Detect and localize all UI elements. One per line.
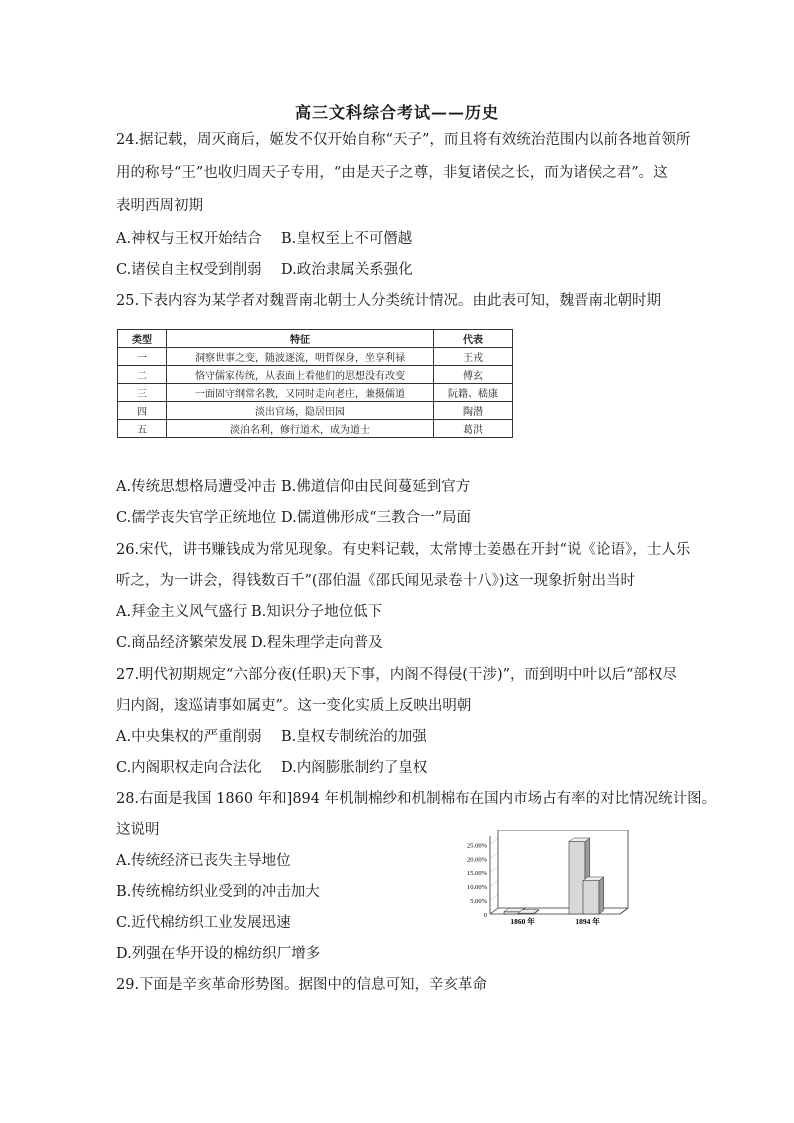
q29-stem: 29.下面是辛亥革命形势图。据图中的信息可知，辛亥革命 (116, 977, 488, 993)
q27-option-c[interactable]: C.内阁职权走向合法化 (116, 760, 262, 776)
q28-stem-line-1: 28.右面是我国 1860 年和]894 年机制棉纱和机制棉布在国内市场占有率的对比情况统计图。 (116, 791, 717, 807)
bar-side (599, 877, 604, 914)
gridline-depth (490, 908, 498, 914)
table-cell: 淡泊名利，修行道术，成为道士 (167, 420, 434, 438)
q28-option-c[interactable]: C.近代棉纺织工业发展迅速 (116, 915, 291, 931)
table-row (118, 348, 513, 366)
q25-option-a[interactable]: A.传统思想格局遭受冲击 (116, 479, 277, 495)
x-tick-label: 1860 年 (510, 917, 535, 926)
table-cell: 阮籍、嵇康 (434, 384, 513, 402)
q25-stem: 25.下表内容为某学者对魏晋南北朝士人分类统计情况。由此表可知，魏晋南北朝时期 (116, 293, 662, 309)
scholar-classification-table (117, 329, 513, 438)
gridline-depth (490, 866, 498, 872)
q25-option-d[interactable]: D.儒道佛形成“三教合一”局面 (281, 510, 472, 526)
q27-stem-line-2: 归内阁，逡巡请事如属吏”。这一变化实质上反映出明朝 (116, 698, 472, 714)
q28-stem-line-2: 这说明 (116, 822, 160, 838)
y-tick-label: 25.00% (466, 842, 487, 850)
table-cell: 二 (118, 366, 167, 384)
gridline-depth (490, 852, 498, 858)
q27-option-b[interactable]: B.皇权专制统治的加强 (281, 729, 427, 745)
q24-stem-line-1: 24.据记载，周灭商后，姬发不仅开始自称“天子”，而且将有效统治范围内以前各地首领所 (116, 132, 691, 148)
table-row (118, 366, 513, 384)
q24-option-d[interactable]: D.政治隶属关系强化 (281, 262, 413, 278)
table-cell: 三 (118, 384, 167, 402)
y-tick-label: 10.00% (466, 884, 487, 892)
q28-option-b[interactable]: B.传统棉纺织业受到的冲击加大 (116, 884, 320, 900)
table-cell: 王戎 (434, 348, 513, 366)
bar (569, 842, 585, 914)
q24-stem-line-2: 用的称号“王”也收归周天子专用，“由是天子之尊，非复诸侯之长，而为诸侯之君”。这 (116, 165, 668, 181)
q26-stem-line-2: 听之，为一讲会，得钱数百千”(邵伯温《邵氏闻见录卷十八》)这一现象折射出当时 (116, 573, 635, 589)
table-cell: 陶潜 (434, 402, 513, 420)
table-cell: 葛洪 (434, 420, 513, 438)
q24-stem-line-3: 表明西周初期 (116, 198, 203, 214)
table-cell: 四 (118, 402, 167, 420)
q28-option-d[interactable]: D.列强在华开设的棉纺织厂增多 (116, 946, 321, 962)
table-header-cell: 类型 (118, 330, 167, 348)
q26-option-a[interactable]: A.拜金主义风气盛行 (116, 604, 248, 620)
q25-option-b[interactable]: B.佛道信仰由民间蔓延到官方 (281, 479, 471, 495)
table-header-cell: 代表 (434, 330, 513, 348)
x-tick-label: 1894 年 (575, 917, 600, 926)
table-cell: 一面固守纲常名教，又同时走向老庄，兼摄儒道 (167, 384, 434, 402)
q27-option-d[interactable]: D.内阁膨胀制约了皇权 (281, 760, 428, 776)
table-cell: 一 (118, 348, 167, 366)
q27-option-a[interactable]: A.中央集权的严重削弱 (116, 729, 262, 745)
y-tick-label: 20.00% (466, 856, 487, 864)
q26-option-c[interactable]: C.商品经济繁荣发展 (116, 635, 248, 651)
table-row (118, 384, 513, 402)
table-cell: 五 (118, 420, 167, 438)
q27-stem-line-1: 27.明代初期规定“六部分夜(任职)天下事，内阁不得侵(干涉)”，而到明中叶以后“部权尽 (116, 667, 677, 683)
table-cell: 洞察世事之变，随波逐流，明哲保身，坐享利禄 (167, 348, 434, 366)
bar (583, 881, 599, 914)
table-row (118, 402, 513, 420)
chart-svg (450, 830, 630, 930)
q26-stem-line-1: 26.宋代，讲书赚钱成为常见现象。有史料记载，太常博士姜愚在开封“说《论语》，士人乐 (116, 542, 691, 558)
gridline-depth (490, 880, 498, 886)
q26-option-d[interactable]: D.程朱理学走向普及 (251, 635, 383, 651)
q24-option-a[interactable]: A.神权与王权开始结合 (116, 231, 262, 247)
table-cell: 傅玄 (434, 366, 513, 384)
y-tick-label: 15.00% (466, 870, 487, 878)
q28-option-a[interactable]: A.传统经济已丧失主导地位 (116, 853, 291, 869)
q25-option-c[interactable]: C.儒学丧失官学正统地位 (116, 510, 277, 526)
q24-option-c[interactable]: C.诸侯自主权受到削弱 (116, 262, 262, 278)
chart-frame (490, 830, 628, 914)
table-header-cell: 特征 (167, 330, 434, 348)
table-cell: 恪守儒家传统，从表面上看他们的思想没有改变 (167, 366, 434, 384)
q24-option-b[interactable]: B.皇权至上不可僭越 (281, 231, 413, 247)
floor-edge (620, 908, 628, 914)
bar (504, 912, 520, 914)
table-row (118, 420, 513, 438)
cotton-market-share-chart (450, 830, 630, 930)
q26-option-b[interactable]: B.知识分子地位低下 (251, 604, 383, 620)
y-tick-label: 0 (483, 912, 487, 919)
y-tick-label: 5.00% (470, 898, 487, 906)
table-header-row (118, 330, 513, 348)
page-title: 高三文科综合考试——历史 (294, 103, 499, 122)
table-cell: 淡出官场，隐居田园 (167, 402, 434, 420)
gridline-depth (490, 894, 498, 900)
gridline-depth (490, 838, 498, 844)
